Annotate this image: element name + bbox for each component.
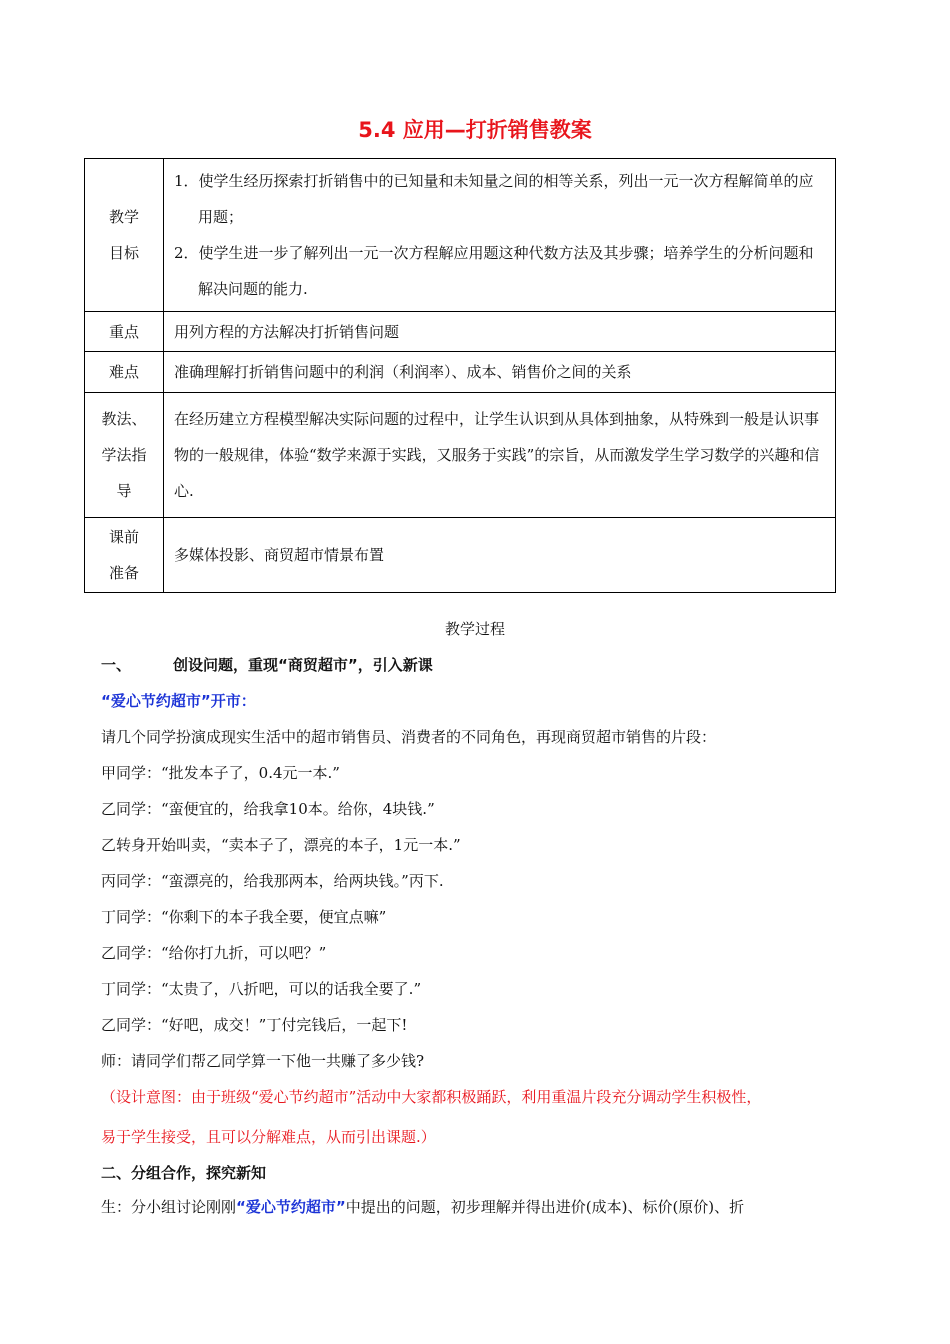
section2-line: 生：分小组讨论刚刚“爱心节约超市”中提出的问题，初步理解并得出进价(成本)、标价(原价)、折: [101, 1198, 745, 1216]
design-note-line-2: 易于学生接受，且可以分解难点，从而引出课题.）: [101, 1128, 436, 1146]
table-row-goals: [85, 159, 836, 312]
method-content: 在经历建立方程模型解决实际问题的过程中，让学生认识到从具体到抽象，从特殊到一般是认识事物的一般规律，体验“数学来源于实践，又服务于实践”的宗旨，从而激发学生学习数学的兴趣和信心.: [164, 393, 836, 518]
table-row-method: [85, 393, 836, 518]
design-note-line-1: （设计意图：由于班级“爱心节约超市”活动中大家都积极踊跃，利用重温片段充分调动学生积极性，: [101, 1088, 762, 1106]
process-title: 教学过程: [444, 620, 505, 638]
prep-content: 多媒体投影、商贸超市情景布置: [164, 518, 836, 593]
table-row-difficulty: [85, 352, 836, 393]
difficulty-label: 难点: [85, 352, 164, 393]
method-label: 教法、 学法指 导: [85, 393, 164, 518]
goal-item-2: 2．使学生进一步了解列出一元一次方程解应用题这种代数方法及其步骤；培养学生的分析问题和解决问题的能力.: [174, 244, 814, 298]
key-content: 用列方程的方法解决打折销售问题: [164, 312, 836, 352]
page-title: 5.4 应用—打折销售教案: [358, 118, 592, 142]
dialogue-line: 丁同学：“你剩下的本子我全要，便宜点嘛”: [101, 908, 387, 926]
section1-subheading: “爱心节约超市”开市：: [101, 692, 256, 710]
dialogue-line: 乙同学：“好吧，成交！”丁付完钱后，一起下!: [101, 1016, 408, 1034]
table-row-prep: [85, 518, 836, 593]
lesson-plan-table: [84, 158, 836, 593]
table-row-key: [85, 312, 836, 352]
dialogue-line: 乙转身开始叫卖，“卖本子了，漂亮的本子，1元一本.”: [101, 836, 461, 854]
section2-heading: 二、分组合作，探究新知: [101, 1164, 267, 1182]
goal-item-1: 1．使学生经历探索打折销售中的已知量和未知量之间的相等关系，列出一元一次方程解简单的应用题；: [174, 172, 814, 226]
dialogue-line: 乙同学：“给你打九折，可以吧？”: [101, 944, 327, 962]
section1-intro: 请几个同学扮演成现实生活中的超市销售员、消费者的不同角色，再现商贸超市销售的片段：: [101, 728, 717, 746]
dialogue-line: 丁同学：“太贵了，八折吧，可以的话我全要了.”: [101, 980, 422, 998]
highlight-supermarket: “爱心节约超市”: [236, 1198, 346, 1216]
difficulty-content: 准确理解打折销售问题中的利润（利润率）、成本、销售价之间的关系: [164, 352, 836, 393]
dialogue-line: 丙同学：“蛮漂亮的，给我那两本，给两块钱。”丙下.: [101, 872, 444, 890]
teacher-question: 师：请同学们帮乙同学算一下他一共赚了多少钱?: [101, 1052, 425, 1070]
dialogue-line: 甲同学：“批发本子了，0.4元一本.”: [101, 764, 340, 782]
goals-content: [164, 159, 836, 312]
dialogue-line: 乙同学：“蛮便宜的，给我拿10本。给你，4块钱.”: [101, 800, 435, 818]
goals-label: 教学 目标: [85, 159, 164, 312]
section1-heading: 一、 创设问题，重现“商贸超市”，引入新课: [101, 656, 433, 674]
prep-label: 课前 准备: [85, 518, 164, 593]
key-label: 重点: [85, 312, 164, 352]
